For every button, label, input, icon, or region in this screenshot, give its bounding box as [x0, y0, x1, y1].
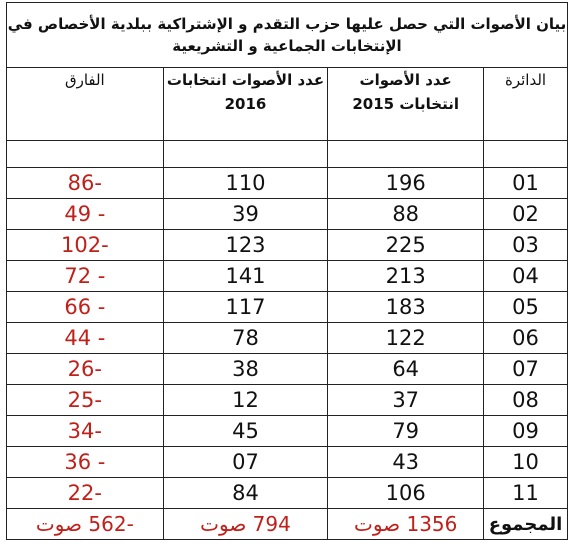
cell-diff: -26 — [7, 354, 164, 385]
table-row — [7, 168, 568, 199]
cell-votes-2015: 213 — [328, 261, 484, 292]
cell-votes-2015: 37 — [328, 385, 484, 416]
table-row — [7, 199, 568, 230]
cell-diff: -25 — [7, 385, 164, 416]
table-title: بيان الأصوات التي حصل عليها حزب التقدم و الإشتراكية ببلدية الأخصاص في الإنتخابات الجماعية و التشريعية — [7, 3, 568, 68]
cell-votes-2016: 39 — [163, 199, 328, 230]
spacer-row — [7, 141, 568, 168]
total-votes-2015: 1356 صوت — [328, 509, 484, 540]
header-votes-2015: عدد الأصوات انتخابات 2015 — [328, 68, 484, 141]
table-row — [7, 354, 568, 385]
cell-diff: -102 — [7, 230, 164, 261]
cell-circ: 08 — [484, 385, 568, 416]
table-row — [7, 292, 568, 323]
spacer-cell — [484, 141, 568, 168]
cell-diff: -22 — [7, 478, 164, 509]
cell-votes-2015: 225 — [328, 230, 484, 261]
cell-diff: - 36 — [7, 447, 164, 478]
table-row — [7, 261, 568, 292]
spacer-cell — [328, 141, 484, 168]
table-row — [7, 478, 568, 509]
cell-diff: -86 — [7, 168, 164, 199]
table-row — [7, 416, 568, 447]
cell-votes-2016: 45 — [163, 416, 328, 447]
cell-votes-2015: 196 — [328, 168, 484, 199]
cell-votes-2016: 141 — [163, 261, 328, 292]
spacer-cell — [7, 141, 164, 168]
total-row — [7, 509, 568, 540]
data-rows — [7, 168, 568, 509]
cell-diff: - 66 — [7, 292, 164, 323]
cell-votes-2015: 64 — [328, 354, 484, 385]
total-label: المجموع — [484, 509, 568, 540]
cell-diff: -34 — [7, 416, 164, 447]
cell-votes-2016: 07 — [163, 447, 328, 478]
cell-votes-2016: 38 — [163, 354, 328, 385]
cell-circ: 11 — [484, 478, 568, 509]
table-row — [7, 447, 568, 478]
header-row — [7, 68, 568, 141]
title-row — [7, 3, 568, 68]
cell-votes-2016: 110 — [163, 168, 328, 199]
table-row — [7, 323, 568, 354]
cell-circ: 10 — [484, 447, 568, 478]
cell-diff: - 49 — [7, 199, 164, 230]
cell-votes-2015: 79 — [328, 416, 484, 447]
table-row — [7, 385, 568, 416]
header-votes-2016: عدد الأصوات انتخابات 2016 — [163, 68, 328, 141]
header-circ: الدائرة — [484, 68, 568, 141]
cell-votes-2015: 122 — [328, 323, 484, 354]
total-votes-2016: 794 صوت — [163, 509, 328, 540]
spacer-cell — [163, 141, 328, 168]
cell-circ: 07 — [484, 354, 568, 385]
cell-votes-2015: 88 — [328, 199, 484, 230]
total-diff: -562 صوت — [7, 509, 164, 540]
cell-circ: 02 — [484, 199, 568, 230]
cell-votes-2016: 78 — [163, 323, 328, 354]
cell-votes-2015: 106 — [328, 478, 484, 509]
cell-circ: 01 — [484, 168, 568, 199]
cell-circ: 03 — [484, 230, 568, 261]
table-row — [7, 230, 568, 261]
cell-votes-2016: 117 — [163, 292, 328, 323]
cell-circ: 04 — [484, 261, 568, 292]
cell-votes-2015: 183 — [328, 292, 484, 323]
cell-votes-2016: 123 — [163, 230, 328, 261]
votes-table — [6, 2, 568, 540]
cell-circ: 05 — [484, 292, 568, 323]
cell-votes-2016: 12 — [163, 385, 328, 416]
header-diff: الفارق — [7, 68, 164, 141]
cell-diff: - 44 — [7, 323, 164, 354]
cell-circ: 06 — [484, 323, 568, 354]
cell-votes-2016: 84 — [163, 478, 328, 509]
cell-circ: 09 — [484, 416, 568, 447]
cell-diff: - 72 — [7, 261, 164, 292]
cell-votes-2015: 43 — [328, 447, 484, 478]
